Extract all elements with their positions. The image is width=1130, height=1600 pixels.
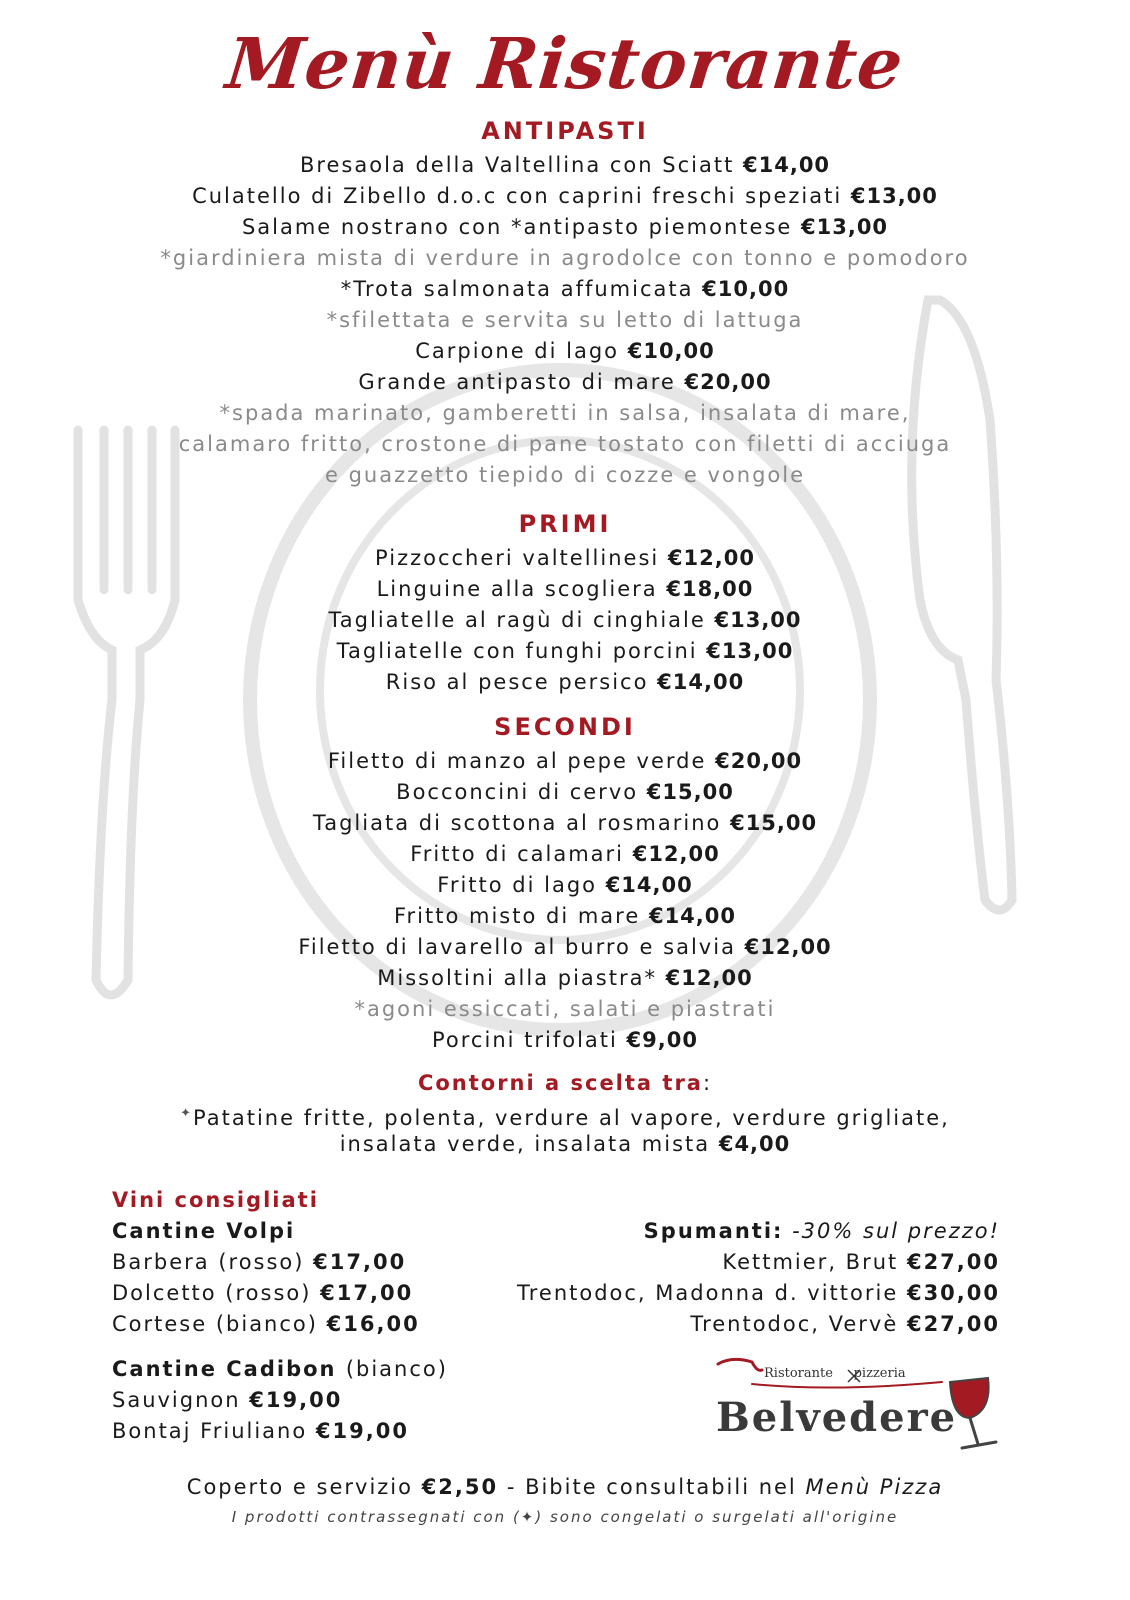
contorni-colon: : xyxy=(702,1071,713,1095)
menu-item xyxy=(0,274,1130,305)
menu-item xyxy=(440,1309,1000,1340)
coperto-label: Coperto e servizio xyxy=(186,1475,413,1499)
contorni-text-1: Patatine fritte, polenta, verdure al vapore, verdure grigliate, xyxy=(193,1106,950,1130)
menu-item xyxy=(0,870,1130,901)
menu-item-name: Porcini trifolati xyxy=(432,1028,618,1052)
footer-coperto-line xyxy=(0,1472,1130,1502)
logo-tagline-left: Ristorante xyxy=(764,1366,833,1381)
menu-item-price: €12,00 xyxy=(744,935,832,959)
menu-item-name: Carpione di lago xyxy=(415,339,620,363)
menu-item xyxy=(0,367,1130,398)
menu-item-name: Linguine alla scogliera xyxy=(376,577,658,601)
menu-item-name: Sauvignon xyxy=(112,1388,241,1412)
menu-item xyxy=(0,181,1130,212)
menu-item-price: €14,00 xyxy=(605,873,693,897)
menu-item-name: Kettmier, Brut xyxy=(722,1250,899,1274)
menu-item-price: €16,00 xyxy=(326,1312,420,1336)
menu-note: *agoni essiccati, salati e piastrati xyxy=(354,997,776,1021)
menu-item-price: €14,00 xyxy=(743,153,831,177)
menu-item-name: Riso al pesce persico xyxy=(385,670,649,694)
menu-note: e guazzetto tiepido di cozze e vongole xyxy=(324,463,806,487)
menu-item-name: Tagliata di scottona al rosmarino xyxy=(312,811,722,835)
menu-item-price: €20,00 xyxy=(715,749,803,773)
menu-item-price: €15,00 xyxy=(646,780,734,804)
logo-tagline xyxy=(764,1366,906,1381)
menu-item xyxy=(0,808,1130,839)
menu-item-price: €12,00 xyxy=(667,546,755,570)
menu-item-price: €19,00 xyxy=(315,1419,409,1443)
menu-item xyxy=(440,1278,1000,1309)
menu-item-price: €27,00 xyxy=(906,1312,1000,1336)
menu-item-price: €10,00 xyxy=(627,339,715,363)
menu-item-name: *Trota salmonata affumicata xyxy=(340,277,694,301)
footer-disclaimer: I prodotti contrassegnati con (✦) sono congelati o surgelati all'origine xyxy=(231,1508,899,1526)
menu-item xyxy=(0,636,1130,667)
contorni-line-2 xyxy=(0,1129,1130,1160)
menu-item-price: €19,00 xyxy=(249,1388,343,1412)
cadibon-list xyxy=(112,1385,532,1447)
page-title: Menù Ristorante xyxy=(222,22,908,105)
menu-item-price: €13,00 xyxy=(714,608,802,632)
menu-item xyxy=(0,777,1130,808)
contorni-line-1 xyxy=(0,1098,1130,1129)
menu-item xyxy=(0,574,1130,605)
menu-item-price: €17,00 xyxy=(320,1281,414,1305)
menu-item-name: Bresaola della Valtellina con Sciatt xyxy=(299,153,735,177)
menu-item-price: €12,00 xyxy=(632,842,720,866)
menu-item-price: €20,00 xyxy=(684,370,772,394)
menu-item-price: €30,00 xyxy=(906,1281,1000,1305)
menu-item xyxy=(0,212,1130,243)
menu-item-price: €14,00 xyxy=(648,904,736,928)
menu-item xyxy=(0,605,1130,636)
menu-item-price: €13,00 xyxy=(850,184,938,208)
menu-item xyxy=(0,839,1130,870)
menu-item-name: Fritto di lago xyxy=(437,873,597,897)
contorni-heading xyxy=(0,1068,1130,1098)
menu-item-price: €15,00 xyxy=(730,811,818,835)
menu-item-name: Trentodoc, Madonna d. vittorie xyxy=(516,1281,899,1305)
menu-item-price: €17,00 xyxy=(313,1250,407,1274)
cantina-volpi: Cantine Volpi xyxy=(112,1219,296,1243)
menu-item-name: Grande antipasto di mare xyxy=(358,370,676,394)
spumanti-heading xyxy=(440,1216,1000,1247)
spumanti-items xyxy=(440,1247,1000,1340)
menu-item-name: Barbera (rosso) xyxy=(112,1250,305,1274)
antipasti-heading: ANTIPASTI xyxy=(481,117,649,145)
menu-item-price: €13,00 xyxy=(801,215,889,239)
menu-note: *sfilettata e servita su letto di lattuga xyxy=(326,308,804,332)
menu-item-name: Filetto di lavarello al burro e salvia xyxy=(298,935,736,959)
logo-name: Belvedere xyxy=(716,1394,958,1441)
menu-item-name: Bocconcini di cervo xyxy=(396,780,639,804)
menu-item-price: €13,00 xyxy=(706,639,794,663)
menu-item xyxy=(0,901,1130,932)
menu-item-name: Culatello di Zibello d.o.c con caprini freschi speziati xyxy=(192,184,843,208)
menu-item-name: Trentodoc, Vervè xyxy=(690,1312,899,1336)
secondi-heading: SECONDI xyxy=(494,713,636,741)
frozen-star-icon: ✦ xyxy=(180,1106,194,1121)
bibite-menu: Menù Pizza xyxy=(805,1475,944,1499)
menu-item xyxy=(0,150,1130,181)
menu-item xyxy=(0,336,1130,367)
menu-item xyxy=(0,667,1130,698)
primi-heading: PRIMI xyxy=(518,510,612,538)
menu-item xyxy=(440,1247,1000,1278)
spumanti-title: Spumanti: xyxy=(643,1219,784,1243)
menu-item-name: Bontaj Friuliano xyxy=(112,1419,308,1443)
belvedere-logo xyxy=(712,1352,1002,1467)
contorni-heading-text: Contorni a scelta tra xyxy=(417,1071,703,1095)
primi-list xyxy=(0,543,1130,698)
vini-heading: Vini consigliati xyxy=(112,1188,319,1212)
menu-item xyxy=(0,1025,1130,1056)
cantina-cadibon-name: Cantine Cadibon xyxy=(112,1357,337,1381)
menu-note: *giardiniera mista di verdure in agrodolce con tonno e pomodoro xyxy=(160,246,970,270)
menu-item-name: Filetto di manzo al pepe verde xyxy=(327,749,707,773)
menu-item-name: Dolcetto (rosso) xyxy=(112,1281,312,1305)
menu-item xyxy=(0,746,1130,777)
contorni-text-2: insalata verde, insalata mista xyxy=(339,1132,711,1156)
menu-item-name: Salame nostrano con *antipasto piemontese xyxy=(241,215,793,239)
spumanti-list xyxy=(440,1216,1000,1340)
menu-item-name: Missoltini alla piastra* xyxy=(377,966,657,990)
bibite-text: - Bibite consultabili nel xyxy=(506,1475,797,1499)
menu-item-price: €12,00 xyxy=(665,966,753,990)
menu-item xyxy=(112,1416,532,1447)
coperto-price: €2,50 xyxy=(421,1475,499,1499)
menu-item-price: €9,00 xyxy=(626,1028,698,1052)
menu-item-name: Tagliatelle al ragù di cinghiale xyxy=(328,608,706,632)
menu-body xyxy=(0,112,1130,1160)
menu-item-name: Tagliatelle con funghi porcini xyxy=(336,639,698,663)
menu-item-name: Pizzoccheri valtellinesi xyxy=(375,546,660,570)
menu-item-name: Fritto misto di mare xyxy=(394,904,641,928)
menu-item-name: Fritto di calamari xyxy=(410,842,625,866)
logo-tagline-right: pizzeria xyxy=(853,1366,906,1381)
spumanti-discount: -30% sul prezzo! xyxy=(792,1219,1000,1243)
menu-item-price: €18,00 xyxy=(666,577,754,601)
menu-note: *spada marinato, gamberetti in salsa, insalata di mare, xyxy=(219,401,911,425)
menu-item xyxy=(0,543,1130,574)
menu-item xyxy=(112,1385,532,1416)
cantina-cadibon-qualifier: (bianco) xyxy=(345,1357,448,1381)
contorni-price: €4,00 xyxy=(718,1132,791,1156)
secondi-list xyxy=(0,746,1130,1056)
antipasti-list xyxy=(0,150,1130,491)
cantina-cadibon xyxy=(112,1354,532,1385)
menu-note: calamaro fritto, crostone di pane tostato con filetti di acciuga xyxy=(178,432,952,456)
menu-item-name: Cortese (bianco) xyxy=(112,1312,318,1336)
menu-item-price: €10,00 xyxy=(702,277,790,301)
menu-item-price: €14,00 xyxy=(657,670,745,694)
menu-item-price: €27,00 xyxy=(906,1250,1000,1274)
menu-item xyxy=(0,932,1130,963)
footer xyxy=(0,1472,1130,1532)
menu-item xyxy=(0,963,1130,994)
